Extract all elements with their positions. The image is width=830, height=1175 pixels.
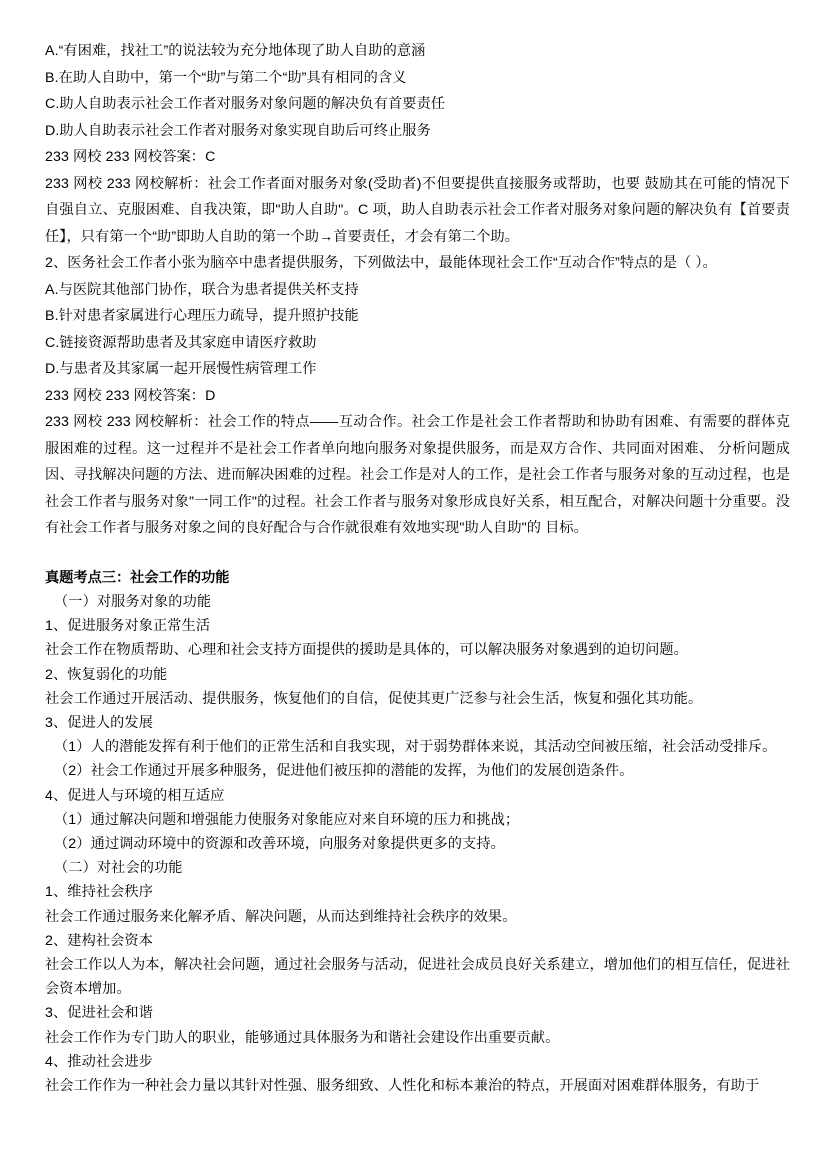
- question-2-stem: 2、医务社会工作者小张为脑卒中患者提供服务，下列做法中，最能体现社会工作“互动合作”特点的是（ ）。: [45, 255, 717, 271]
- part-two-item-1-body: 社会工作通过服务来化解矛盾、解决问题，从而达到维持社会秩序的效果。: [45, 908, 517, 925]
- part-one-item-4-sub-2: （2）通过调动环境中的资源和改善环境，向服务对象提供更多的支持。: [54, 835, 505, 852]
- question-1-option-c: C.助人自助表示社会工作者对服务对象问题的解决负有首要责任: [45, 96, 446, 112]
- question-2-analysis: 233 网校 233 网校解析：社会工作的特点——互动合作。社会工作是社会工作者帮助和协助有困难、有需要的群体克服困难的过程。这一过程并不是社会工作者单向地向服务对象提供服务，而是双方合作、共同面对困难、 分析问题成因、寻找解决问题的方法、进而解决困难的过程。社会工作是对人的工作，是社会工作者与服务对象的互动过程，也是社会工作者与服务对象"一同工作"的过程。社会工作者与服务对象形成良好关系，相互配合，对解决问题十分重要。没有社会工作者与服务对象之间的良好配合与合作就很难有效地实现"助人自助"的 目标。: [45, 414, 790, 536]
- part-two-item-2-label: 2、建构社会资本: [45, 932, 154, 949]
- part-one-item-3-sub-1: （1）人的潜能发挥有利于他们的正常生活和自我实现，对于弱势群体来说，其活动空间被压缩，社会活动受排斥。: [54, 739, 777, 756]
- question-2-option-d: D.与患者及其家属一起开展慢性病管理工作: [45, 361, 317, 377]
- question-1-option-d: D.助人自助表示社会工作者对服务对象实现自助后可终止服务: [45, 122, 431, 139]
- section-gap: [45, 542, 790, 566]
- section-three-block: [45, 566, 790, 1098]
- part-two-item-4-body: 社会工作作为一种社会力量以其针对性强、服务细致、人性化和标本兼治的特点，开展面对困难群体服务，有助于: [45, 1077, 760, 1094]
- question-1-option-b: B.在助人自助中，第一个“助”与第二个“助”具有相同的含义: [45, 69, 407, 86]
- part-one-item-2-label: 2、恢复弱化的功能: [45, 666, 168, 683]
- part-one-item-1-label: 1、促进服务对象正常生活: [45, 618, 211, 635]
- question-1-answer-line: 233 网校 233 网校答案：C: [45, 149, 216, 165]
- part-one-item-2-body: 社会工作通过开展活动、提供服务，恢复他们的自信，促使其更广泛参与社会生活，恢复和强化其功能。: [45, 690, 703, 707]
- part-one-item-4-label: 4、促进人与环境的相互适应: [45, 787, 225, 804]
- question-2-option-c: C.链接资源帮助患者及其家庭申请医疗救助: [45, 334, 317, 351]
- part-two-item-1-label: 1、维持社会秩序: [45, 884, 154, 901]
- part-two-item-3-body: 社会工作作为专门助人的职业，能够通过具体服务为和谐社会建设作出重要贡献。: [45, 1029, 560, 1046]
- part-two-item-2-body: 社会工作以人为本，解决社会问题，通过社会服务与活动，促进社会成员良好关系建立，增加他们的相互信任，促进社会资本增加。: [45, 956, 790, 998]
- part-one-title: （一）对服务对象的功能: [54, 593, 212, 610]
- part-one-item-1-body: 社会工作在物质帮助、心理和社会支持方面提供的援助是具体的，可以解决服务对象遇到的迫切问题。: [45, 642, 688, 659]
- part-two-item-3-label: 3、促进社会和谐: [45, 1005, 154, 1022]
- question-1-option-a: A.“有困难，找社工”的说法较为充分地体现了助人自助的意涵: [45, 43, 426, 59]
- part-two-title: （二）对社会的功能: [54, 860, 183, 877]
- part-one-item-4-sub-1: （1）通过解决问题和增强能力使服务对象能应对来自环境的压力和挑战；: [54, 811, 520, 828]
- question-2-option-b: B.针对患者家属进行心理压力疏导，提升照护技能: [45, 308, 359, 324]
- part-one-item-3-label: 3、促进人的发展: [45, 714, 154, 731]
- document-body: [45, 38, 790, 1098]
- question-2-option-a: A.与医院其他部门协作，联合为患者提供关杯支持: [45, 281, 359, 298]
- section-three-heading: 真题考点三：社会工作的功能: [45, 569, 230, 586]
- question-2-answer-line: 233 网校 233 网校答案：D: [45, 387, 216, 404]
- part-one-item-3-sub-2: （2）社会工作通过开展多种服务，促进他们被压抑的潜能的发挥，为他们的发展创造条件。: [54, 763, 634, 780]
- part-two-item-4-label: 4、推动社会进步: [45, 1053, 154, 1070]
- question-1-analysis: 233 网校 233 网校解析：社会工作者面对服务对象(受助者)不但要提供直接服务或帮助，也要 鼓励其在可能的情况下自强自立、克服困难、自我决策，即"助人自助"。C 项，助人自助表示社会工作者对服务对象问题的解决负有【首要责任】，只有第一个“助”即助人自助的第一个助→首要责任，才会有第二个助。: [45, 175, 790, 245]
- question-1-block: [45, 38, 790, 542]
